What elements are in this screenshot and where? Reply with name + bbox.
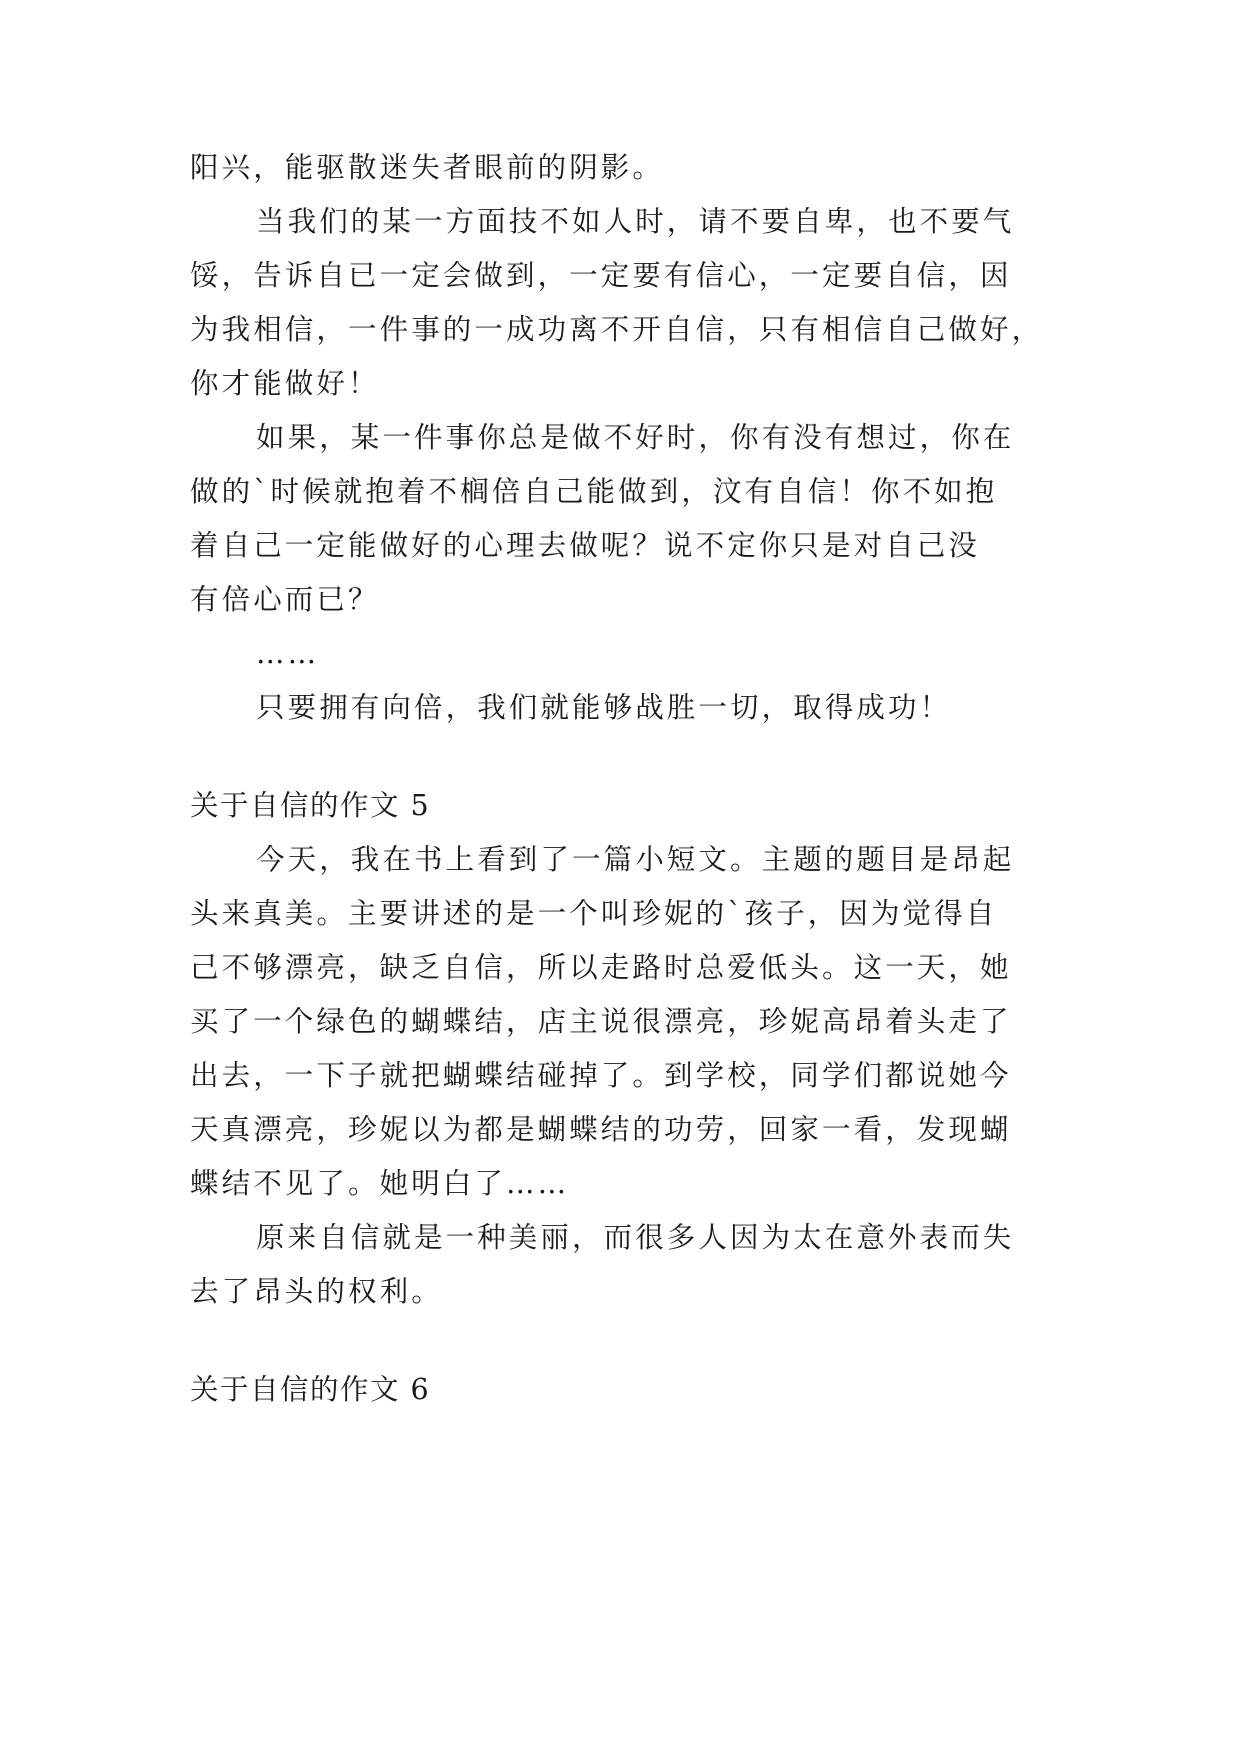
text-line: 你才能做好！: [190, 367, 380, 400]
ellipsis-line: ……: [256, 637, 320, 670]
text-line: 己不够漂亮，缺乏自信，所以走路时总爱低头。这一天，她: [190, 951, 1012, 984]
text-line: 馁，告诉自已一定会做到，一定要有信心，一定要自信，因: [190, 259, 1012, 292]
text-line: 原来自信就是一种美丽，而很多人因为太在意外表而失: [256, 1221, 1015, 1254]
text-line: 只要拥有向倍，我们就能够战胜一切，取得成功！: [256, 691, 952, 724]
section-heading: 关于自信的作文 6: [190, 1373, 431, 1406]
text-line: 当我们的某一方面技不如人时，请不要自卑，也不要气: [256, 205, 1015, 238]
text-line: 阳兴，能驱散迷失者眼前的阴影。: [190, 151, 665, 184]
text-line: 买了一个绿色的蝴蝶结，店主说很漂亮，珍妮高昂着头走了: [190, 1005, 1012, 1038]
text-line: 为我相信，一件事的一成功离不开自信，只有相信自己做好，: [190, 313, 1044, 346]
text-line: 有倍心而已？: [190, 583, 380, 616]
text-line: 去了昂头的权利。: [190, 1275, 443, 1308]
text-line: 蝶结不见了。她明白了……: [190, 1167, 570, 1200]
section-heading: 关于自信的作文 5: [190, 789, 431, 822]
text-line: 出去，一下子就把蝴蝶结碰掉了。到学校，同学们都说她今: [190, 1059, 1012, 1092]
text-line: 今天，我在书上看到了一篇小短文。主题的题目是昂起: [256, 843, 1015, 876]
text-line: 头来真美。主要讲述的是一个叫珍妮的`孩子，因为觉得自: [190, 897, 998, 930]
text-line: 如果，某一件事你总是做不好时，你有没有想过，你在: [256, 421, 1015, 454]
text-line: 做的`时候就抱着不榈倍自己能做到，汶有自信！你不如抱: [190, 475, 998, 508]
text-line: 着自己一定能做好的心理去做呢？说不定你只是对自己没: [190, 529, 981, 562]
text-line: 天真漂亮，珍妮以为都是蝴蝶结的功劳，回家一看，发现蝴: [190, 1113, 1012, 1146]
